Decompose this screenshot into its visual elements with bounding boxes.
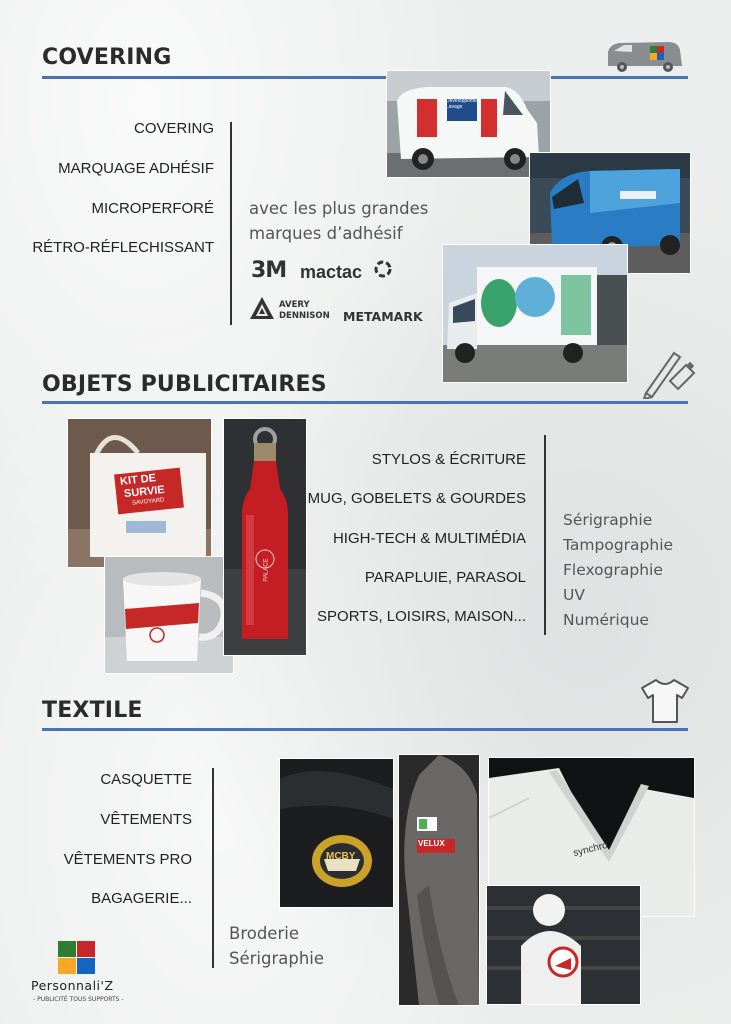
covering-divider [230, 122, 232, 325]
objets-technique: Sérigraphie [563, 511, 653, 529]
velux-patch-text: VELUX [418, 839, 445, 848]
vest-logo-text: synchro [572, 839, 609, 860]
van-icon [602, 38, 686, 79]
textile-technique: Sérigraphie [229, 949, 325, 968]
objets-item: PARAPLUIE, PARASOL [364, 569, 526, 586]
avery-dennison-logo [249, 296, 275, 325]
textile-divider [212, 768, 214, 968]
covering-item: MARQUAGE ADHÉSIF [58, 160, 214, 177]
tote-bag-print-line1: KIT DE [119, 472, 157, 488]
section-title-textile: TEXTILE [42, 698, 143, 723]
pen-usb-icon [640, 347, 696, 404]
section-title-covering: COVERING [42, 45, 172, 70]
objets-item: STYLOS & ÉCRITURE [371, 451, 526, 468]
brand-mactac-logo: mactac [300, 262, 363, 282]
textile-technique: Broderie [229, 924, 299, 943]
logo-tagline: - PUBLICITÉ TOUS SUPPORTS - [33, 996, 124, 1003]
objets-item: SPORTS, LOISIRS, MAISON... [317, 608, 526, 625]
textile-item: VÊTEMENTS PRO [63, 851, 192, 868]
objets-item: HIGH-TECH & MULTIMÉDIA [332, 530, 526, 547]
logo-name: Personnali'Z [31, 978, 114, 993]
textile-item: BAGAGERIE... [91, 890, 192, 907]
section-title-objets: OBJETS PUBLICITAIRES [42, 372, 327, 397]
logo-square-blue [77, 958, 95, 974]
section-rule-objets [42, 401, 688, 404]
objets-technique: Numérique [563, 611, 649, 629]
truck-photo [442, 244, 628, 383]
logo-square-yellow [58, 958, 76, 974]
covering-tagline-line2: marques d’adhésif [249, 224, 403, 243]
objets-technique: Flexographie [563, 561, 663, 579]
embroidery-text: MCBY [326, 851, 356, 862]
polo-sleeve-photo [398, 754, 480, 1006]
tote-bag-print-line2: SURVIE [123, 483, 166, 501]
logo-square-green [58, 941, 76, 957]
bottle-print: PALACE [263, 558, 270, 582]
tshirt-icon [640, 676, 690, 731]
brand-3m-logo: 3M [251, 258, 287, 283]
mactac-swirl-icon [374, 260, 392, 283]
van-photo-1-sign: Développement Lavage [446, 98, 482, 110]
textile-item: CASQUETTE [100, 771, 192, 788]
beanie-photo [486, 885, 641, 1005]
van-photo-1 [386, 70, 551, 178]
objets-item: MUG, GOBELETS & GOURDES [307, 490, 526, 507]
embroidered-shirt-photo [279, 758, 394, 908]
objets-technique: UV [563, 586, 585, 604]
personnaliz-logo [58, 941, 96, 980]
brand-metamark-logo: METAMARK [343, 309, 423, 324]
bottle-photo [223, 418, 307, 656]
covering-item: RÉTRO-RÉFLECHISSANT [32, 239, 214, 256]
tote-bag-print-line3: SAVOYARD [131, 497, 165, 507]
mug-photo [104, 556, 234, 674]
objets-divider [544, 435, 546, 635]
covering-item: MICROPERFORÉ [91, 200, 214, 217]
covering-tagline-line1: avec les plus grandes [249, 199, 429, 218]
section-rule-textile [42, 728, 688, 731]
section-rule-covering [42, 76, 688, 79]
logo-square-red [77, 941, 95, 957]
covering-item: COVERING [133, 120, 214, 137]
avery-text: AVERY [279, 300, 310, 310]
objets-technique: Tampographie [563, 536, 674, 554]
dennison-text: DENNISON [279, 311, 330, 321]
textile-item: VÊTEMENTS [100, 811, 192, 828]
